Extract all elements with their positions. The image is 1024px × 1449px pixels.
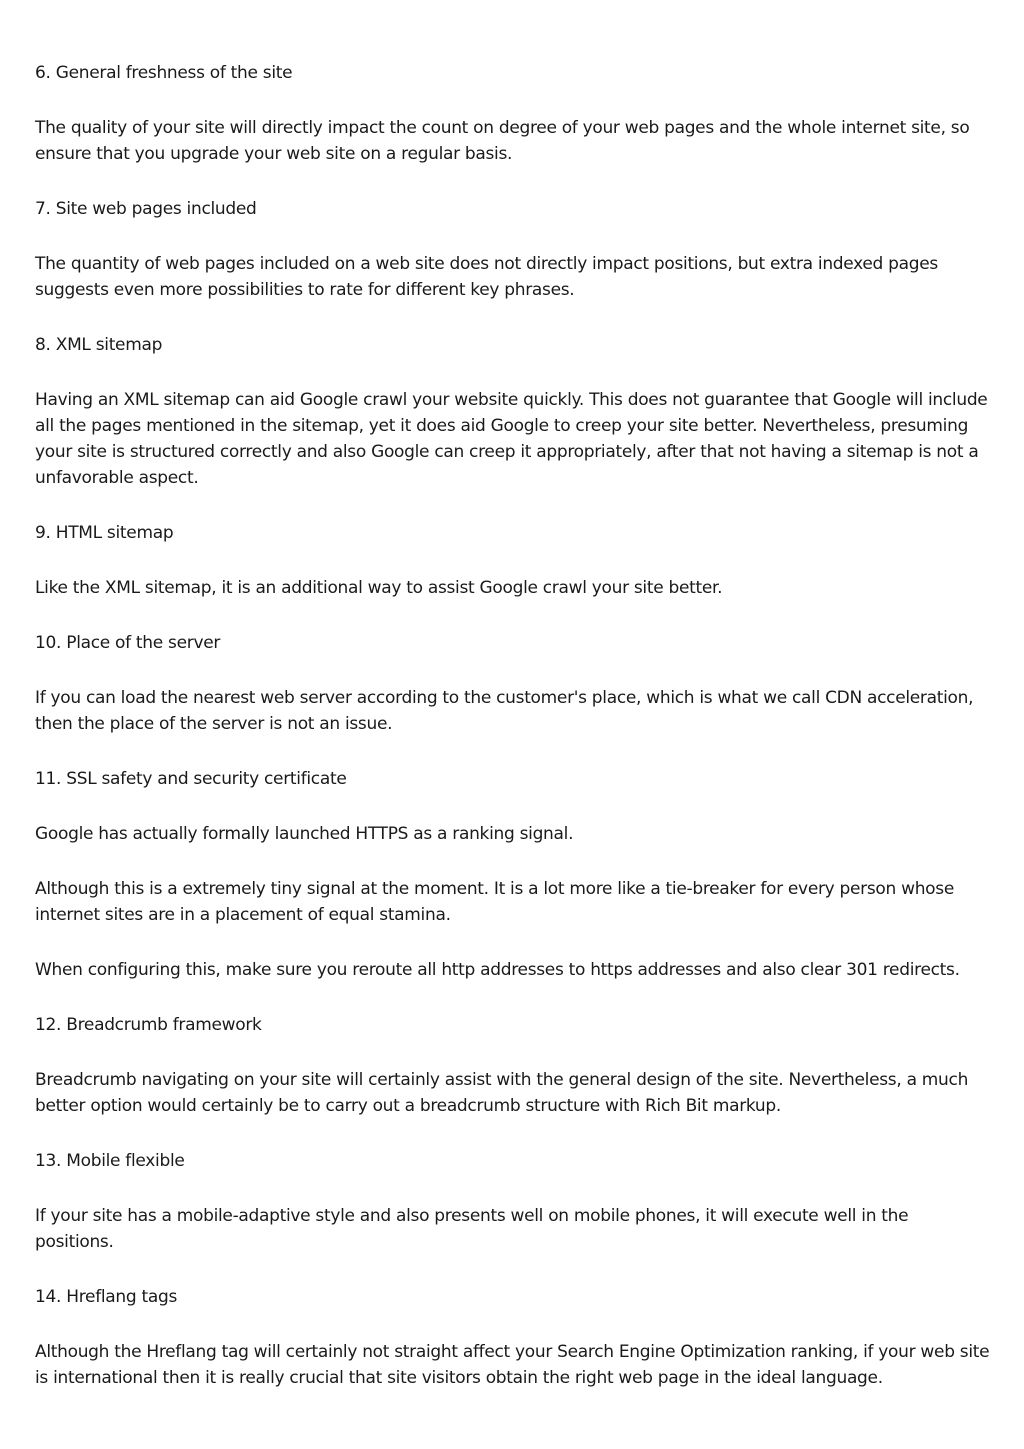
- paragraph-html-sitemap: Like the XML sitemap, it is an additional way to assist Google crawl your site better.: [35, 578, 723, 598]
- paragraph-tie-breaker: Although this is a extremely tiny signal at the moment. It is a lot more like a tie-breaker for every person whose internet sites are in a placement of equal stamina.: [35, 879, 954, 925]
- paragraph-https-signal: Google has actually formally launched HTTPS as a ranking signal.: [35, 824, 574, 844]
- paragraph-redirects: When configuring this, make sure you reroute all http addresses to https addresses and also clear 301 redirects.: [35, 960, 960, 980]
- paragraph-freshness: The quality of your site will directly impact the count on degree of your web pages and the whole internet site, so ensure that you upgrade your web site on a regular basis.: [35, 118, 970, 164]
- section-heading-12: 12. Breadcrumb framework: [35, 1015, 262, 1035]
- paragraph-server-place: If you can load the nearest web server according to the customer's place, which is what we call CDN acceleration, then the place of the server is not an issue.: [35, 688, 974, 734]
- section-heading-8: 8. XML sitemap: [35, 335, 163, 355]
- paragraph-breadcrumb: Breadcrumb navigating on your site will certainly assist with the general design of the site. Nevertheless, a much better option would certainly be to carry out a breadcrumb structure with Rich Bit markup.: [35, 1070, 969, 1116]
- section-heading-11: 11. SSL safety and security certificate: [35, 769, 347, 789]
- paragraph-hreflang: Although the Hreflang tag will certainly not straight affect your Search Engine Optimization ranking, if your web site is international then it is really crucial that site visitors obtain the right web page in the ideal language.: [35, 1342, 990, 1388]
- paragraph-xml-sitemap: Having an XML sitemap can aid Google crawl your website quickly. This does not guarantee that Google will include all the pages mentioned in the sitemap, yet it does aid Google to creep your site better. Nevertheless, presuming your site is structured correctly and also Google can creep it appropriately, after that not having a sitemap is not a unfavorable aspect.: [35, 390, 988, 488]
- section-heading-13: 13. Mobile flexible: [35, 1151, 185, 1171]
- section-heading-9: 9. HTML sitemap: [35, 523, 174, 543]
- section-heading-10: 10. Place of the server: [35, 633, 221, 653]
- section-heading-6: 6. General freshness of the site: [35, 63, 293, 83]
- paragraph-mobile: If your site has a mobile-adaptive style and also presents well on mobile phones, it will execute well in the positions.: [35, 1206, 909, 1252]
- document-body: [35, 60, 990, 1420]
- section-heading-14: 14. Hreflang tags: [35, 1287, 178, 1307]
- paragraph-pages-included: The quantity of web pages included on a web site does not directly impact positions, but extra indexed pages suggests even more possibilities to rate for different key phrases.: [35, 254, 938, 300]
- section-heading-7: 7. Site web pages included: [35, 199, 257, 219]
